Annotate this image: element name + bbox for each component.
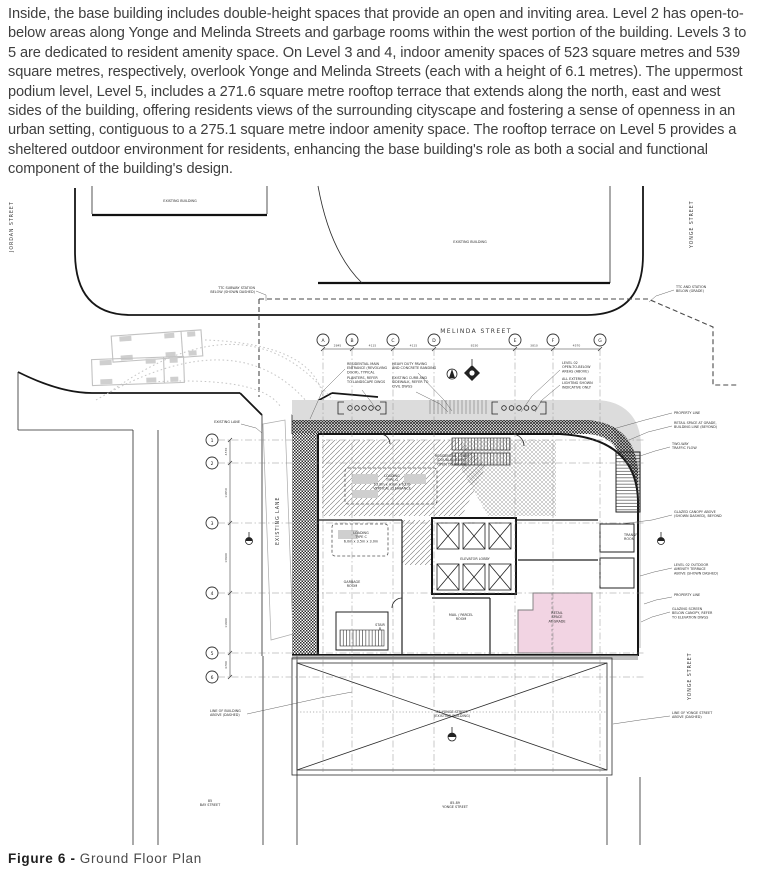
plan-annotation-text: ELEVATOR LOBBY xyxy=(460,557,490,561)
elevator-core xyxy=(432,518,516,594)
plan-annotation-text: BAY STREET xyxy=(199,803,221,808)
plan-annotation-text: PROPERTY LINE xyxy=(674,593,701,597)
benchmark-icon-2 xyxy=(658,532,665,545)
plan-annotation-text: RETAIL SPACE AT GRADE, xyxy=(674,421,717,425)
grid-bubble-letter: C xyxy=(391,338,395,344)
plan-annotation-text: LOADING xyxy=(353,531,369,535)
grid-bubble-number: 6 xyxy=(210,675,214,681)
plan-annotation-text: BELOW (GRADE) xyxy=(676,289,704,294)
plan-annotation-text: ENTRANCE (REVOLVING xyxy=(347,366,388,371)
plan-annotation-text: 85 YONGE STREET xyxy=(436,710,468,714)
grid-bubble-number: 1 xyxy=(210,438,214,444)
plan-annotation-text: EXISTING LANE xyxy=(214,420,240,424)
dimension-value: 11850 xyxy=(224,488,228,498)
annotation-leader xyxy=(640,447,670,456)
plan-annotation-text: RESIDENTIAL LOBBY xyxy=(434,454,470,458)
annotation-leader xyxy=(649,290,674,302)
plan-annotation-text: EXISTING BUILDING xyxy=(163,199,197,203)
plan-annotation-text: CIVIL DWGS xyxy=(392,384,413,389)
intro-paragraph: Inside, the base building includes double-height spaces that provide an open and inviting area. Level 2 has open-to-below areas along Yonge and Melinda Streets and garbage rooms within the west portion of the building. Levels 3 to 5 are dedicated to resident amenity space. On Level 3 and 4, indoor amenity spaces of 523 square metres and 539 square metres, respectively, overlook Yonge and Melinda Streets (each with a height of 6.1 metres). The uppermost podium level, Level 5, includes a 271.6 square metre rooftop terrace that extends along the north, east and west sides of the building, offering residents views of the surrounding cityscape and fostering a sense of openness in an urban setting, contiguous to a 275.1 square metre indoor amenity space. The rooftop terrace on Level 5 provides a sheltered outdoor environment for residents, enhancing the base building's role as both a social and functional component of the building's design. xyxy=(8,6,747,178)
dimension-value: 4115 xyxy=(409,343,418,348)
plan-annotation-text: 6.0m x 3.5m x 3.0m xyxy=(343,539,379,544)
plan-annotation-text: TTC AND STATION xyxy=(676,285,707,289)
plan-annotation-text: OPEN TO ABOVE) xyxy=(437,462,467,467)
plan-annotation-text: LEVEL 02 xyxy=(562,361,578,365)
existing-lane xyxy=(262,415,297,845)
plan-annotation-text: LINE OF YONGE STREET xyxy=(672,711,713,715)
plan-annotation-text: TTC SUBWAY STATION xyxy=(218,286,255,290)
plan-annotation-text: BELOW (SHOWN DASHED) xyxy=(210,290,255,295)
plan-annotation-text: BELOW CANOPY, REFER xyxy=(672,611,713,616)
dimension-value: 4700 xyxy=(224,661,228,669)
plan-annotation-text: TYPE C xyxy=(355,535,367,540)
annotation-leader xyxy=(644,597,672,604)
plan-annotation-text: SIDEWALK, REFER TO xyxy=(392,380,429,385)
plan-annotation-text: OPEN-TO-BELOW xyxy=(562,365,591,370)
plan-annotation-text: 85 xyxy=(207,799,213,803)
plan-annotation-text: SPACE xyxy=(551,615,563,620)
stair-east xyxy=(616,452,640,512)
plan-annotation-text: AREAS (ABOVE) xyxy=(562,369,589,374)
plan-annotation-text: MAIL / PARCEL xyxy=(448,613,474,617)
plan-annotation-text: ABOVE (SHOWN DASHED) xyxy=(674,571,719,576)
plan-annotation-text: ROOM xyxy=(455,617,467,622)
plan-annotation-text: RETAIL xyxy=(551,611,563,615)
figure-title: Ground Floor Plan xyxy=(79,851,202,866)
melinda-street-label: MELINDA STREET xyxy=(440,328,512,335)
north-curb xyxy=(75,186,643,315)
southwest-block-lines xyxy=(18,372,158,845)
plan-annotation-text: ABOVE (DASHED) xyxy=(672,715,702,720)
plan-annotation-text: AND CONCRETE BANDING xyxy=(392,366,437,371)
plan-annotation-text: (SHOWN DASHED), BEYOND xyxy=(674,514,722,519)
yonge-street-label-top: YONGE STREET xyxy=(690,200,695,248)
north-arrow-icon xyxy=(447,359,480,381)
canopy-band-north xyxy=(292,420,588,434)
plan-annotation-text: VERTICAL CLEARANCE xyxy=(373,486,411,491)
plan-annotation-text: ROOM xyxy=(624,537,635,542)
plan-annotation-text: LEVEL 02 OUTDOOR xyxy=(674,563,709,567)
plan-annotation-text: AT GRADE xyxy=(548,619,566,624)
figure-number: Figure 6 - xyxy=(8,851,76,866)
plan-annotation-text: RESIDENTIAL MAIN xyxy=(347,362,380,366)
plan-annotation-text: PROPERTY LINE xyxy=(674,411,701,415)
plan-annotation-text: TO ELEVATION DWGS xyxy=(672,615,709,620)
plan-annotation-text: LIGHTING SHOWN xyxy=(562,381,593,386)
dimension-value: 4570 xyxy=(572,343,581,348)
annotation-leader xyxy=(241,424,262,433)
plan-annotation-text: TO LANDSCAPE DWGS xyxy=(347,380,386,385)
grid-bubble-number: 2 xyxy=(210,461,214,467)
figure-caption xyxy=(8,851,202,866)
plan-annotation-text: STAIR xyxy=(375,623,385,627)
grid-bubble-number: 5 xyxy=(210,651,214,657)
annotation-leader xyxy=(613,716,670,724)
ttc-below-grade-boundary xyxy=(259,299,737,397)
dimension-value: 13900 xyxy=(224,553,228,563)
grid-bubble-letter: F xyxy=(551,338,555,344)
benchmark-icon-3 xyxy=(448,727,456,741)
grid-bubble-number: 4 xyxy=(210,591,214,597)
grid-bubble-letter: E xyxy=(513,338,517,344)
stair-west-treads xyxy=(340,630,384,646)
lane-hatch-band xyxy=(292,434,318,656)
plan-annotation-text: ALL EXTERIOR xyxy=(562,377,587,381)
plan-annotation-text: LINE OF BUILDING xyxy=(210,709,241,713)
plan-annotation-text: AMENITY TERRACE xyxy=(674,567,706,572)
plan-annotation-text: 13.0m x 4.0m x 6.1m xyxy=(373,482,411,487)
benchmark-icon-1 xyxy=(246,532,253,545)
plan-annotation-text: (DOUBLE-HEIGHT, xyxy=(436,458,468,463)
existing-lane-label: EXISTING LANE xyxy=(276,496,281,545)
grid-bubble-letter: G xyxy=(598,338,602,344)
annotation-leader xyxy=(641,612,670,622)
plan-annotation-text: DOOR), TYPICAL xyxy=(347,370,375,375)
dimension-value: 8230 xyxy=(470,343,479,348)
plan-annotation-text: INDICATIVE ONLY xyxy=(562,385,591,390)
plan-annotation-text: ABOVE (DASHED) xyxy=(210,713,240,718)
yonge-street-label-right: YONGE STREET xyxy=(688,652,693,700)
plan-annotation-text: GLAZED CANOPY ABOVE xyxy=(674,510,716,514)
grid-bubble-letter: B xyxy=(350,338,354,344)
grid-bubble-number: 3 xyxy=(210,521,214,527)
plan-annotation-text: BUILDING LINE (BEYOND) xyxy=(674,425,718,430)
plan-annotation-text: B xyxy=(378,627,382,632)
service-room-2 xyxy=(600,558,634,588)
plan-annotation-text: TWO-WAY xyxy=(672,442,689,446)
plan-annotation-text: GARBAGE xyxy=(343,580,361,584)
plan-annotation-text: TYPE G xyxy=(385,478,399,483)
jordan-street-label: JORDAN STREET xyxy=(10,201,15,252)
plan-annotation-text: EXISTING CURB AND xyxy=(392,376,428,380)
plan-annotation-text: ROOM xyxy=(346,584,358,589)
plan-annotation-text: LOADING xyxy=(384,474,400,478)
plan-annotation-text: 85-89 xyxy=(450,801,460,805)
annotation-leader xyxy=(640,568,672,576)
dimension-value: 3810 xyxy=(530,343,538,348)
dimension-value: 11900 xyxy=(224,618,228,628)
plan-annotation-text: (EXISTING BUILDING) xyxy=(433,714,471,719)
yonge-curb-south xyxy=(607,777,640,845)
plan-annotation-text: PLANTERS, REFER xyxy=(347,376,378,380)
plan-annotation-text: TRANSF. xyxy=(624,533,638,537)
plan-annotation-text: TRAFFIC FLOW xyxy=(672,446,697,451)
plan-annotation-text: YONGE STREET xyxy=(442,805,468,810)
plan-annotation-text: HEAVY DUTY PAVING xyxy=(392,362,427,366)
dimension-value: 2845 xyxy=(333,343,342,348)
grid-bubble-letter: A xyxy=(321,338,325,344)
plan-annotation-text: GLAZING SCREEN xyxy=(672,607,703,611)
dimension-value: 4570 xyxy=(224,447,228,456)
grid-bubble-letter: D xyxy=(432,338,436,344)
truck-turning-diagram xyxy=(92,330,334,408)
south-curb-west xyxy=(18,372,240,393)
adjacent-building-north xyxy=(318,186,610,283)
dimension-value: 4115 xyxy=(368,343,377,348)
plan-annotation-text: EXISTING BUILDING xyxy=(453,240,487,244)
